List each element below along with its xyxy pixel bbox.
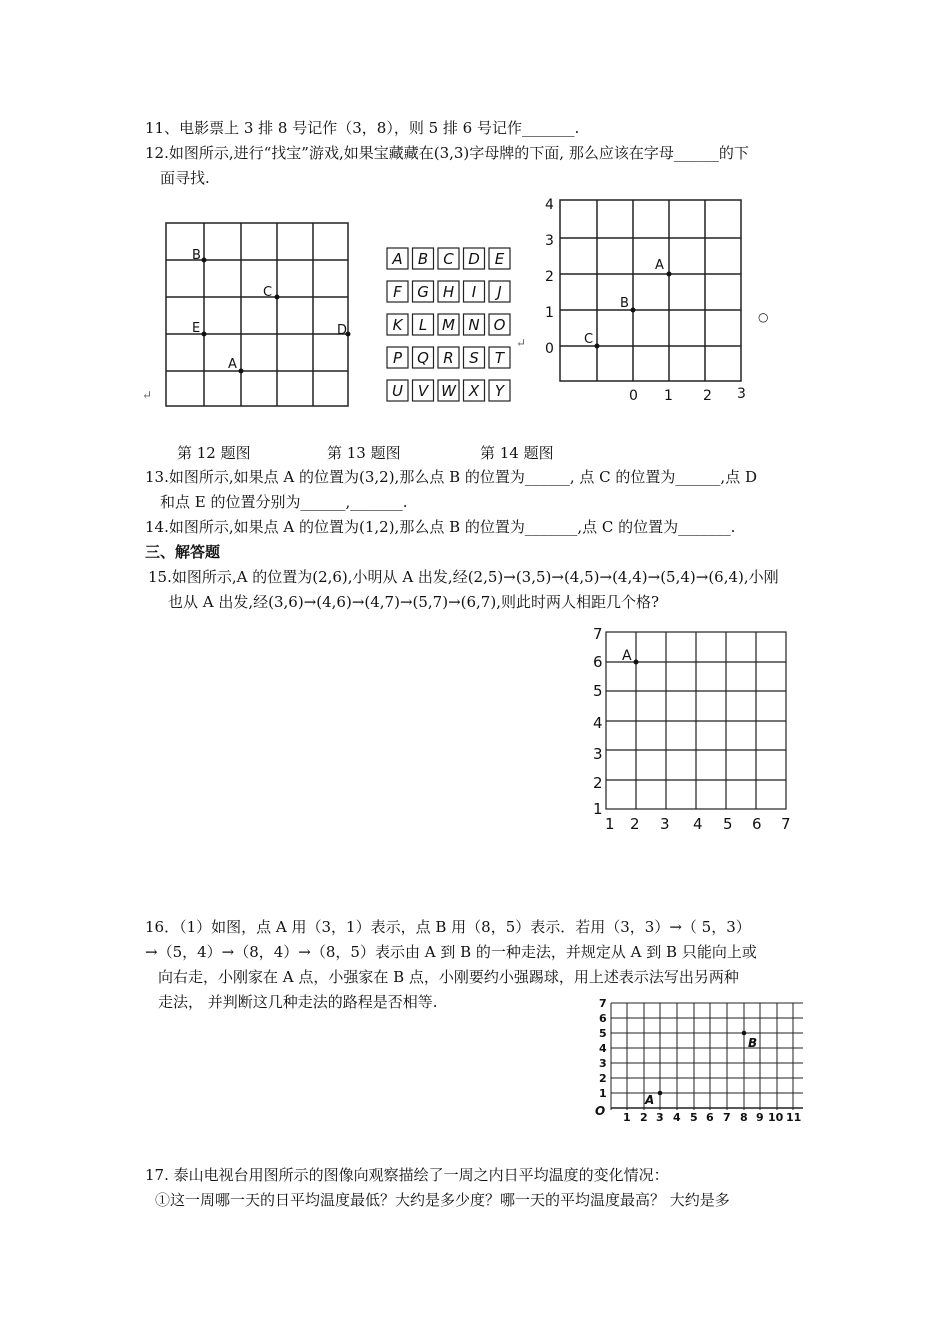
letter-card-label: G [417, 283, 429, 301]
x-tick-3: 3 [660, 815, 670, 833]
figure-16-grid [588, 995, 813, 1125]
label-c: C [263, 285, 273, 300]
letter-card-label: B [417, 250, 429, 268]
x-tick-1: 1 [664, 388, 673, 404]
x-tick-6: 6 [752, 815, 762, 833]
letter-card-label: P [392, 349, 403, 367]
y-tick-5: 5 [599, 1027, 607, 1040]
label-a: A [228, 357, 237, 372]
question-15-line1: 15.如图所示,A 的位置为(2,6),小明从 A 出发,经(2,5)→(3,5)→(4,5)→(4,4)→(5,4)→(6,4),小刚 [148, 568, 779, 586]
letter-card-label: D [468, 250, 480, 268]
x-tick-3: 3 [656, 1111, 664, 1124]
point-e [202, 332, 207, 337]
question-14: 14.如图所示,如果点 A 的位置为(1,2),那么点 B 的位置为_______,点 C 的位置为_______. [145, 518, 736, 536]
x-tick-11: 11 [786, 1111, 802, 1124]
x-tick-2: 2 [640, 1111, 648, 1124]
x-tick-4: 4 [673, 1111, 681, 1124]
origin-label: O [595, 1104, 606, 1118]
point-b [742, 1031, 747, 1036]
label-b: B [620, 296, 629, 311]
x-tick-1: 1 [605, 815, 615, 833]
y-tick-2: 2 [545, 269, 554, 285]
y-tick-6: 6 [599, 1012, 607, 1025]
x-tick-5: 5 [690, 1111, 698, 1124]
letter-card-label: Q [417, 349, 429, 367]
letter-card-label: A [392, 250, 403, 268]
x-tick-7: 7 [781, 815, 791, 833]
question-17-line1: 17. 泰山电视台用图所示的图像向观察描绘了一周之内日平均温度的变化情况： [145, 1166, 669, 1184]
label-b: B [192, 248, 201, 263]
question-16-line3: 向右走，小刚家在 A 点，小强家在 B 点，小刚要约小强踢球，用上述表示法写出另两种 [158, 968, 739, 986]
letter-card-label: S [469, 349, 479, 367]
x-tick-4: 4 [693, 815, 703, 833]
y-tick-7: 7 [599, 997, 607, 1010]
question-16-line1: 16．（1）如图，点 A 用（3，1）表示，点 B 用（8，5）表示．若用（3，3）→（ 5，3） [145, 918, 751, 936]
caption-12: 第 12 题图 [177, 444, 251, 462]
label-b: B [748, 1036, 758, 1050]
x-tick-7: 7 [723, 1111, 731, 1124]
letter-card-label: K [392, 316, 403, 334]
letter-card-label: R [443, 349, 454, 367]
point-a [667, 272, 672, 277]
point-a [239, 369, 244, 374]
x-tick-2: 2 [703, 388, 712, 404]
letter-card-label: O [493, 316, 506, 334]
label-a: A [655, 258, 664, 273]
caption-13: 第 13 题图 [327, 444, 401, 462]
y-tick-1: 1 [545, 305, 554, 321]
letter-card-label: J [497, 283, 502, 301]
x-tick-9: 9 [756, 1111, 764, 1124]
point-c [275, 295, 280, 300]
question-16-line4: 走法， 并判断这几种走法的路程是否相等. [158, 993, 438, 1011]
y-tick-1: 1 [593, 800, 603, 818]
x-tick-6: 6 [706, 1111, 714, 1124]
y-tick-7: 7 [593, 625, 603, 643]
y-tick-4: 4 [593, 714, 603, 732]
y-tick-4: 4 [599, 1042, 607, 1055]
letter-card-label: E [494, 250, 505, 268]
letter-card-label: U [392, 382, 403, 400]
letter-card-label: V [417, 382, 429, 400]
letter-card-label: X [468, 382, 480, 400]
label-c: C [584, 332, 594, 347]
figure-12-grid [160, 220, 360, 410]
label-e: E [192, 321, 201, 336]
letter-card-label: T [494, 349, 505, 367]
letter-card-label: Y [494, 382, 505, 400]
x-tick-3: 3 [737, 386, 746, 402]
question-13-line1: 13.如图所示,如果点 A 的位置为(3,2),那么点 B 的位置为______, 点 C 的位置为______,点 D [145, 468, 757, 486]
y-tick-3: 3 [599, 1057, 607, 1070]
y-tick-4: 4 [545, 197, 554, 213]
point-a [658, 1091, 663, 1096]
x-tick-5: 5 [723, 815, 733, 833]
label-a: A [645, 1093, 655, 1107]
y-tick-6: 6 [593, 653, 603, 671]
question-11: 11、电影票上 3 排 8 号记作（3，8），则 5 排 6 号记作_______. [145, 119, 580, 137]
y-tick-1: 1 [599, 1087, 607, 1100]
return-mark-13: ↵ [516, 336, 527, 350]
question-12-line2: 面寻找. [160, 169, 210, 187]
figure-13-cards [385, 246, 520, 411]
section-heading: 三、解答题 [145, 543, 221, 561]
label-a: A [622, 648, 632, 664]
question-17-line2: ①这一周哪一天的日平均温度最低？大约是多少度？哪一天的平均温度最高？ 大约是多 [155, 1191, 730, 1209]
letter-card-label: M [442, 316, 455, 334]
letter-card-label: N [468, 316, 480, 334]
return-mark-12: ↵ [142, 388, 153, 402]
y-tick-3: 3 [545, 233, 554, 249]
figure-15-grid [585, 622, 800, 837]
x-tick-0: 0 [629, 388, 638, 404]
letter-card-label: F [393, 283, 402, 301]
question-15-line2: 也从 A 出发,经(3,6)→(4,6)→(4,7)→(5,7)→(6,7),则此时两人相距几个格? [168, 593, 660, 611]
circle-mark: ○ [758, 310, 769, 324]
x-tick-1: 1 [623, 1111, 631, 1124]
y-tick-5: 5 [593, 682, 603, 700]
y-tick-0: 0 [545, 341, 554, 357]
question-13-line2: 和点 E 的位置分别为______,_______. [160, 493, 408, 511]
letter-card-label: W [441, 382, 456, 400]
x-tick-10: 10 [768, 1111, 784, 1124]
question-12-line1: 12.如图所示,进行“找宝”游戏,如果宝藏藏在(3,3)字母牌的下面, 那么应该在字母______的下 [145, 144, 749, 162]
letter-card-label: L [418, 316, 428, 334]
label-d: D [337, 323, 348, 338]
y-tick-2: 2 [599, 1072, 607, 1085]
letter-card-label: I [471, 283, 477, 301]
y-tick-2: 2 [593, 774, 603, 792]
x-tick-2: 2 [630, 815, 640, 833]
point-c [595, 344, 600, 349]
point-a [634, 660, 639, 665]
point-b [202, 258, 207, 263]
letter-card-label: H [442, 283, 455, 301]
question-16-line2: →（5，4）→（8，4）→（8，5）表示由 A 到 B 的一种走法，并规定从 A 到 B 只能向上或 [145, 943, 757, 961]
letter-card-label: C [443, 250, 454, 268]
caption-14: 第 14 题图 [480, 444, 554, 462]
figure-14-grid [540, 195, 780, 410]
point-b [631, 308, 636, 313]
y-tick-3: 3 [593, 745, 603, 763]
x-tick-8: 8 [740, 1111, 748, 1124]
